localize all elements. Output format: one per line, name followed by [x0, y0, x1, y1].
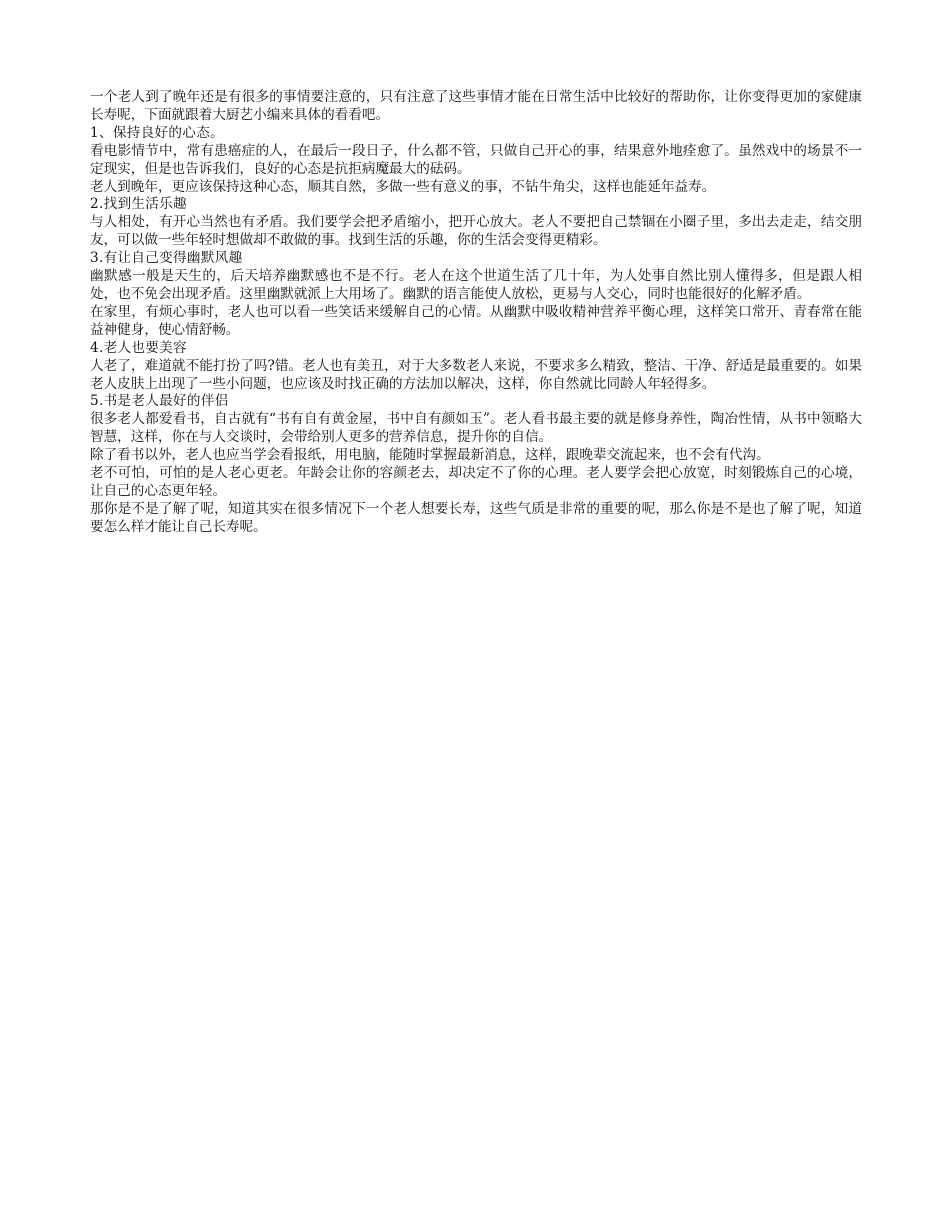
- section-5-paragraph-2: 除了看书以外，老人也应当学会看报纸，用电脑，能随时掌握最新消息，这样，跟晚辈交流起来，也不会有代沟。: [90, 447, 770, 464]
- section-1-heading: 1、保持良好的心态。: [90, 124, 224, 141]
- section-1-paragraph-1: 看电影情节中，常有患癌症的人，在最后一段日子，什么都不管，只做自己开心的事，结果意外地痊愈了。虽然戏中的场景不一定现实，但是也告诉我们，良好的心态是抗拒病魔最大的砝码。: [90, 142, 862, 177]
- conclusion-paragraph: 那你是不是了解了呢，知道其实在很多情况下一个老人想要长寿，这些气质是非常的重要的呢，那么你是不是也了解了呢，知道要怎么样才能让自己长寿呢。: [90, 500, 862, 535]
- section-5-paragraph-1: 很多老人都爱看书，自古就有“书有自有黄金屋，书中自有颜如玉”。老人看书最主要的就是修身养性，陶冶性情，从书中领略大智慧，这样，你在与人交谈时，会带给别人更多的营养信息，提升你的自信。: [90, 411, 862, 446]
- section-3-paragraph-2: 在家里，有烦心事时，老人也可以看一些笑话来缓解自己的心情。从幽默中吸收精神营养平衡心理，这样笑口常开、青春常在能益神健身，使心情舒畅。: [90, 303, 862, 338]
- article-body: [90, 89, 862, 537]
- section-1-paragraph-2: 老人到晚年，更应该保持这种心态，顺其自然，多做一些有意义的事，不钻牛角尖，这样也能延年益寿。: [90, 178, 716, 195]
- section-2-heading: 2.找到生活乐趣: [90, 196, 187, 213]
- section-3-heading: 3.有让自己变得幽默风趣: [90, 250, 243, 267]
- section-4-paragraph-1: 人老了，难道就不能打扮了吗?错。老人也有美丑，对于大多数老人来说，不要求多么精致，整洁、干净、舒适是最重要的。如果老人皮肤上出现了一些小问题，也应该及时找正确的方法加以解决，这样，你自然就比同龄人年轻得多。: [90, 357, 862, 392]
- intro-paragraph: 一个老人到了晚年还是有很多的事情要注意的，只有注意了这些事情才能在日常生活中比较好的帮助你，让你变得更加的家健康长寿呢，下面就跟着大厨艺小编来具体的看看吧。: [90, 89, 862, 123]
- section-4-heading: 4.老人也要美容: [90, 339, 187, 356]
- section-3-paragraph-1: 幽默感一般是天生的，后天培养幽默感也不是不行。老人在这个世道生活了几十年，为人处事自然比别人懂得多，但是跟人相处，也不免会出现矛盾。这里幽默就派上大用场了。幽默的语言能使人放松，更易与人交心，同时也能很好的化解矛盾。: [90, 268, 862, 302]
- section-5-heading: 5.书是老人最好的伴侣: [90, 393, 229, 410]
- section-2-paragraph-1: 与人相处，有开心当然也有矛盾。我们要学会把矛盾缩小，把开心放大。老人不要把自己禁锢在小圈子里，多出去走走，结交朋友，可以做一些年轻时想做却不敢做的事。找到生活的乐趣，你的生活会变得更精彩。: [90, 214, 862, 249]
- section-5-paragraph-3: 老不可怕，可怕的是人老心更老。年龄会让你的容颜老去，却决定不了你的心理。老人要学会把心放宽，时刻锻炼自己的心境，让自己的心态更年轻。: [90, 465, 862, 499]
